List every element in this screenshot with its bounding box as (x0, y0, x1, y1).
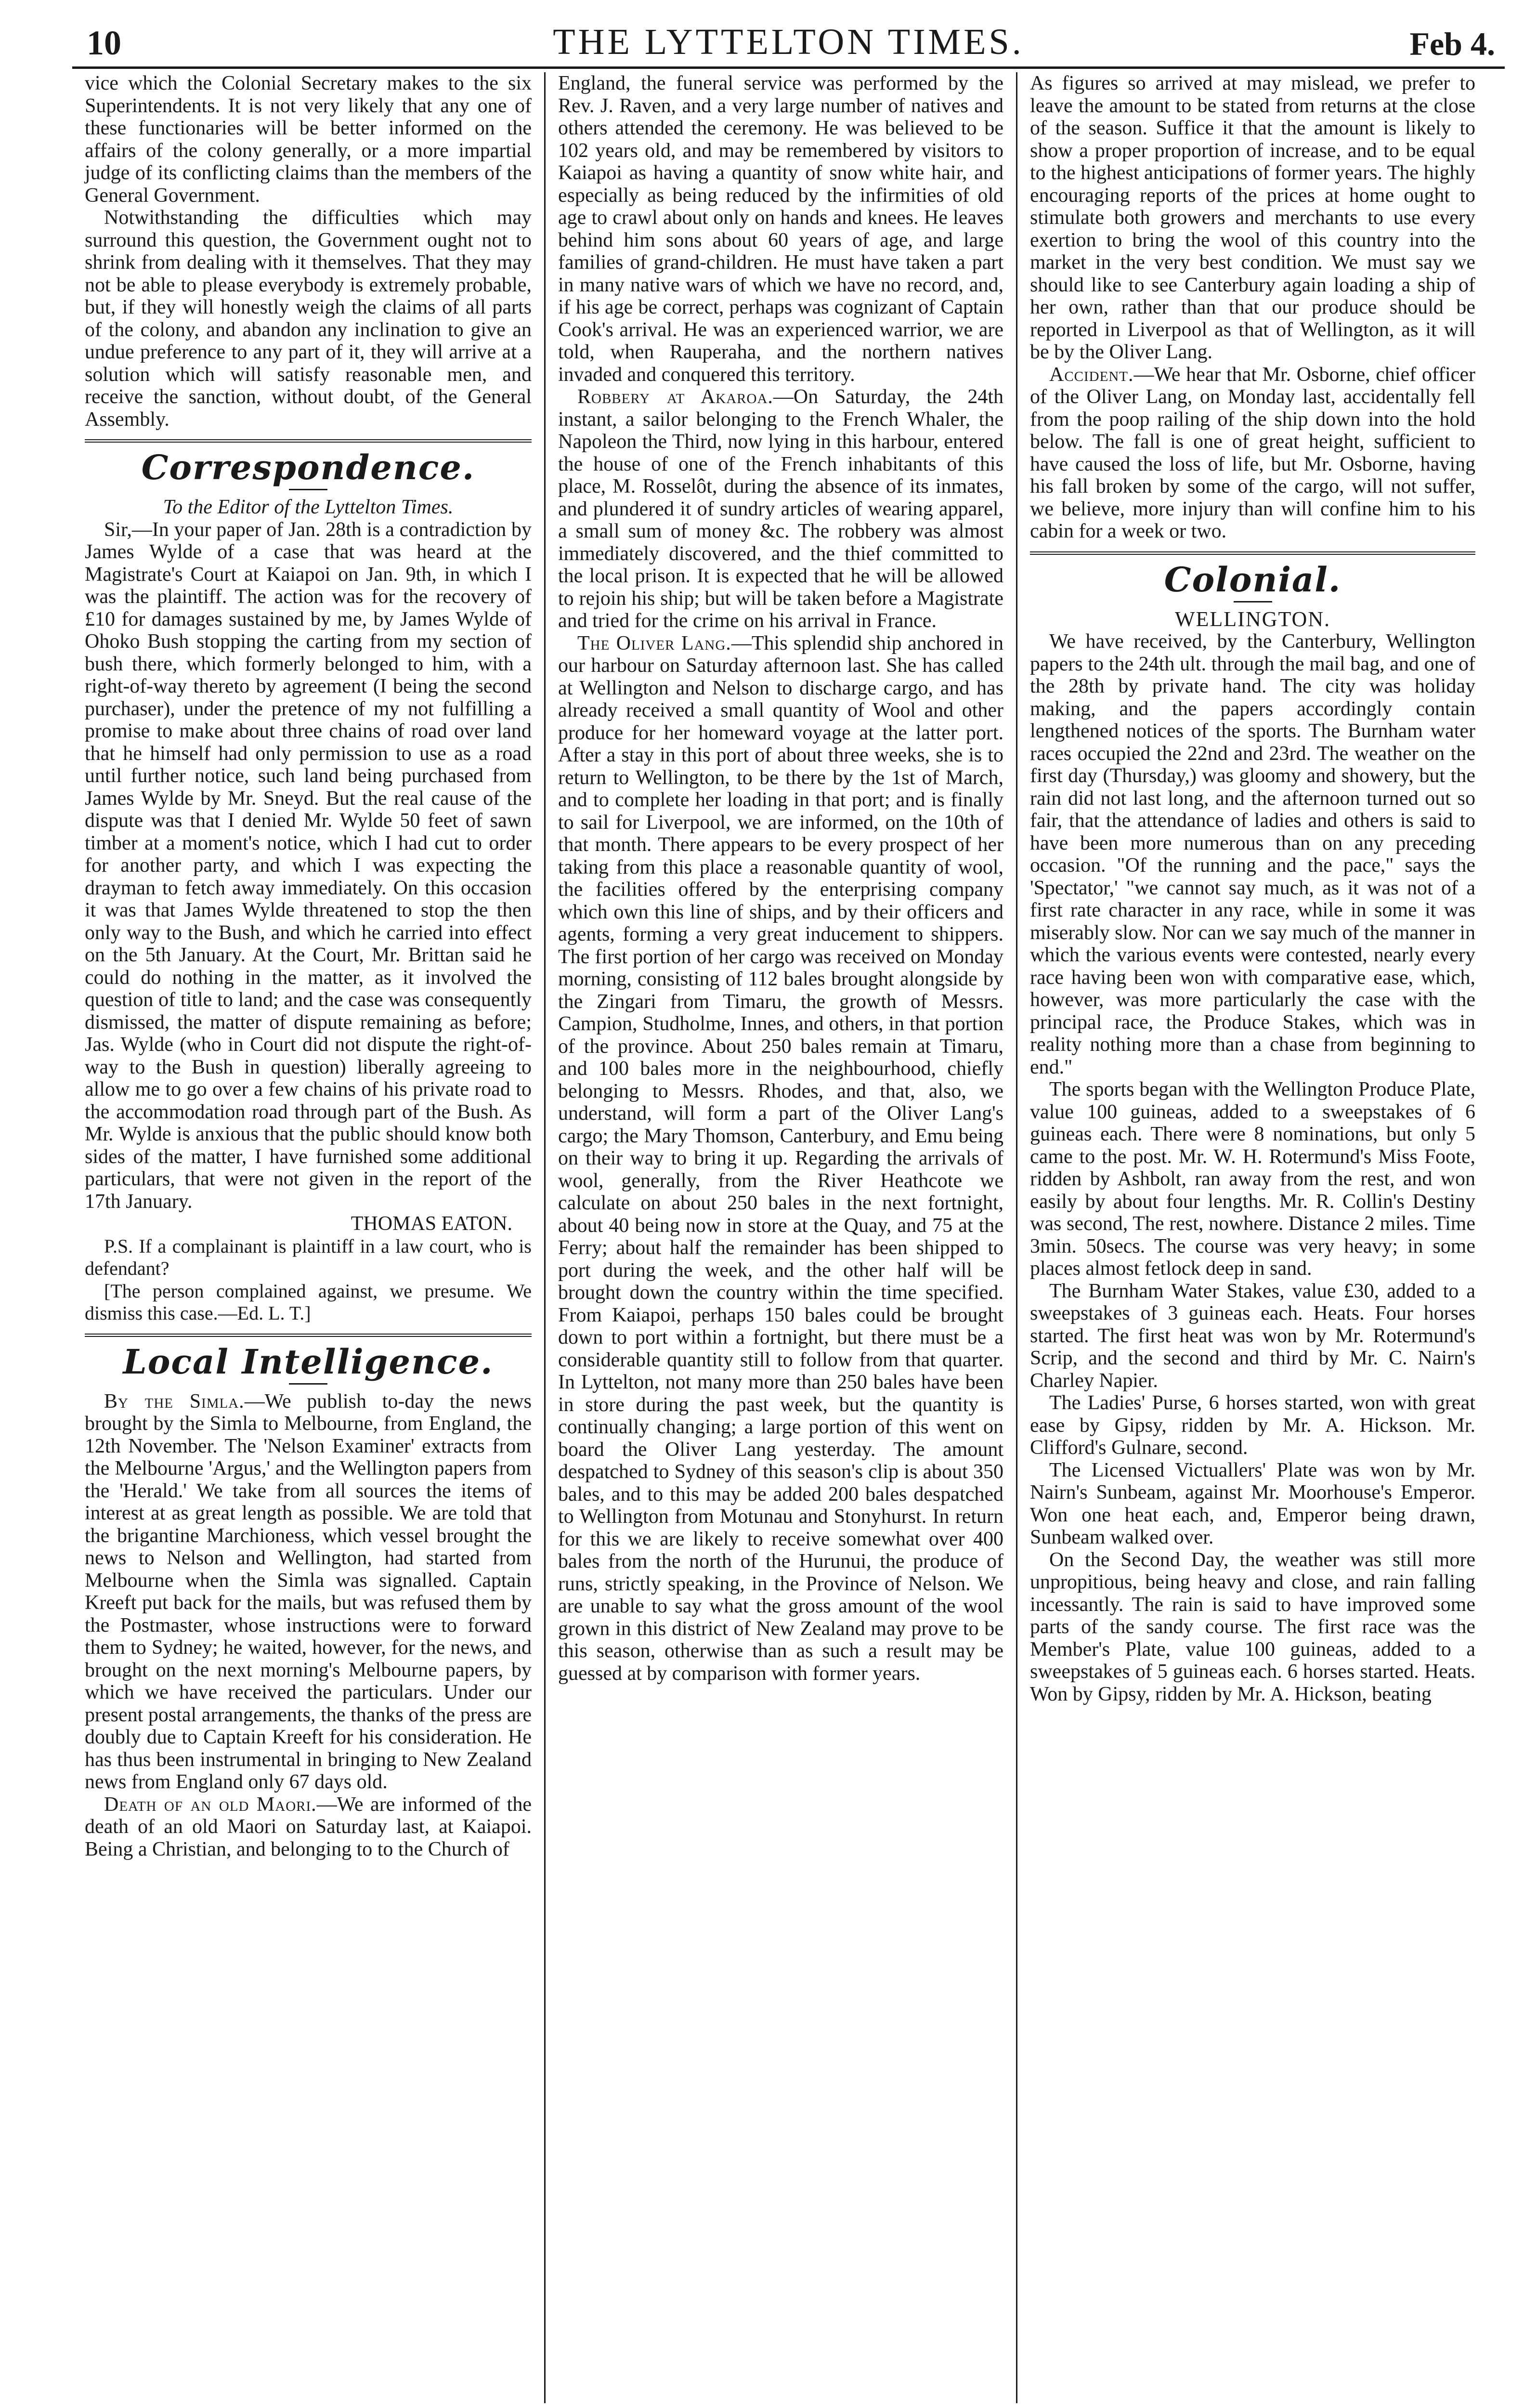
article-paragraph: On the Second Day, the weather was still more unpropitious, being heavy and close, and rain falling incessantly. The rain is said to have improved some parts of the sandy course. The first race was the Member's Plate, value 100 guineas, added to a sweepstakes of 5 guineas each. 6 horses started. Heats. Won by Gipsy, ridden by Mr. A. Hickson, beating (1030, 1548, 1475, 1705)
masthead (72, 14, 1505, 69)
article-paragraph: The Ladies' Purse, 6 horses started, won with great ease by Gipsy, ridden by Mr. A. Hickson. Mr. Clifford's Gulnare, second. (1030, 1392, 1475, 1459)
article-oliver-lang (558, 632, 1003, 1685)
column-2 (544, 72, 1016, 2403)
article-text: —We hear that Mr. Osborne, chief officer of the Oliver Lang, on Monday last, accidentally fell from the poop railing of the ship down into the hold below. The fall is one of great height, sufficient to have caused the loss of life, but Mr. Osborne, having his fall broken by some of the cargo, will not suffer, we believe, more injury than will confine him to his cabin for a week or two. (1030, 363, 1475, 542)
article-paragraph: The sports began with the Wellington Produce Plate, value 100 guineas, added to a sweepstakes of 6 guineas each. There were 8 nominations, but only 5 came to the post. Mr. W. H. Rotermund's Miss Foote, ridden by Ashbolt, ran away from the rest, and won easily by about four lengths. Mr. R. Collin's Destiny was second, The rest, nowhere. Distance 2 miles. Time 3min. 50secs. The course was very heavy; in some places almost fetlock deep in sand. (1030, 1078, 1475, 1280)
short-rule (289, 1383, 327, 1385)
column-1 (72, 72, 544, 2403)
column-3 (1016, 72, 1488, 2403)
section-rule (85, 439, 532, 443)
correspondence-heading: Correspondence. (141, 447, 475, 487)
article-lead: Accident. (1049, 363, 1134, 386)
article-lead: Death of an old Maori. (104, 1793, 317, 1816)
article-robbery (558, 386, 1003, 632)
article-text: —We publish to-day the news brought by the Simla to Melbourne, from England, the 12th November. The 'Nelson Examiner' extracts from the Melbourne 'Argus,' and the Wellington papers from the 'Herald.' We take from all sources the items of interest at as great length as possible. We are told that the brigantine Marchioness, which vessel brought the news to Nelson and Wellington, had started from Melbourne when the Simla was signalled. Captain Kreeft put back for the mails, but was refused them by the Postmaster, whose instructions were to forward them to Sydney; he waited, however, for the news, and brought on the next morning's Melbourne papers, by which we have received the particulars. Under our present postal arrangements, the thanks of the press are doubly due to Captain Kreeft for his consideration. He has thus been instrumental in bringing to New Zealand news from England only 67 days old. (85, 1390, 532, 1793)
local-intelligence-heading: Local Intelligence. (123, 1341, 494, 1382)
colonial-heading: Colonial. (1164, 559, 1342, 600)
article-columns (72, 72, 1505, 2403)
article-maori (85, 1793, 532, 1861)
leader-paragraph: vice which the Colonial Secretary makes to the six Superintendents. It is not very likely that any one of these functionaries will be better informed on the affairs of the colony generally, or a more impartial judge of its conflicting claims than the members of the General Government. (85, 72, 532, 207)
section-rule (1030, 551, 1475, 555)
article-continuation: As figures so arrived at may mislead, we prefer to leave the amount to be stated from returns at the close of the season. Suffice it that the amount is likely to show a proper proportion of increase, and to be equal to the highest anticipations of former years. The highly encouraging reports of the prices at home ought to stimulate both growers and merchants to use every exertion to bring the wool of this country into the market in the very best condition. We must say we should like to see Canterbury again loading a ship of her own, rather than that our produce should be reported in Liverpool as that of Wellington, as it will be by the Oliver Lang. (1030, 72, 1475, 363)
article-paragraph: The Burnham Water Stakes, value £30, added to a sweepstakes of 3 guineas each. Heats. Four horses started. The first heat was won by Mr. Rotermund's Scrip, and the second and third by Mr. C. Nairn's Charley Napier. (1030, 1280, 1475, 1392)
article-paragraph: The Licensed Victuallers' Plate was won by Mr. Nairn's Sunbeam, against Mr. Moorhouse's Emperor. Won one heat each, and, Emperor being drawn, Sunbeam walked over. (1030, 1459, 1475, 1548)
article-lead: Robbery at Akaroa. (577, 386, 773, 408)
article-simla (85, 1390, 532, 1793)
section-rule (85, 1334, 532, 1337)
short-rule (289, 489, 327, 490)
dateline-place: WELLINGTON. (1175, 607, 1330, 631)
page-number: 10 (87, 24, 121, 62)
leader-paragraph: Notwithstanding the difficulties which may surround this question, the Government ought not to shrink from dealing with it themselves. That they may not be able to please everybody is extremely probable, but, if they will honestly weigh the claims of all parts of the colony, and abandon any inclination to give an undue preference to any part of it, they will arrive at a solution which will satisfy reasonable men, and receive the sanction, without doubt, of the General Assembly. (85, 207, 532, 431)
article-lead: The Oliver Lang. (577, 632, 731, 654)
article-lead: By the Simla. (104, 1390, 245, 1413)
article-accident (1030, 364, 1475, 543)
article-text: —On Saturday, the 24th instant, a sailor belonging to the French Whaler, the Napoleon the Third, now lying in this harbour, entered the house of one of the French inhabitants of this place, M. Rosselôt, during the absence of its inmates, and plundered it of sundry articles of wearing apparel, a small sum of money &c. The robbery was almost immediately discovered, and the thief committed to the local prison. It is expected that he will be allowed to rejoin his ship; but will be taken before a Magistrate and tried for the crime on his arrival in France. (558, 386, 1003, 632)
newspaper-title: THE LYTTELTON TIMES. (553, 22, 1024, 62)
article-text: —This splendid ship anchored in our harbour on Saturday afternoon last. She has called at Wellington and Nelson to discharge cargo, and has already received a small quantity of Wool and other produce for her homeward voyage at the latter port. After a stay in this port of about three weeks, she is to return to Wellington, to be there by the 1st of March, and to complete her loading in that port; and is finally to sail for Liverpool, we are informed, on the 10th of that month. There appears to be every prospect of her taking from this place a reasonable quantity of wool, the facilities offered by the enterprising company which own this line of ships, and by their officers and agents, forming a very great inducement to shippers. The first portion of her cargo was received on Monday morning, consisting of 112 bales brought alongside by the Zingari from Timaru, the growth of Messrs. Campion, Studholme, Innes, and others, in that portion of the province. About 250 bales remain at Timaru, and 100 bales more in the neighbourhood, chiefly belonging to Messrs. Rhodes, and that, also, we understand, will form a part of the Oliver Lang's cargo; the Mary Thomson, Canterbury, and Emu being on their way to bring it up. Regarding the arrivals of wool, generally, from the River Heathcote we calculate on about 250 bales in the next fortnight, about 40 being now in store at the Quay, and 75 at the Ferry; about half the remainder has been shipped to port during the week, and the other half will be brought down the country within the time specified. From Kaiapoi, perhaps 150 bales could be brought down to port within a fortnight, but there must be a considerable quantity still to follow from that quarter. In Lyttelton, not many more than 250 bales have been in store during the past week, but the quantity is continually changing; a large portion of this went on board the Oliver Lang yesterday. The amount despatched to Sydney of this season's clip is about 350 bales, and to this may be added 200 bales despatched to Wellington from Motunau and Stonyhurst. In return for this we are likely to receive somewhat over 400 bales from the north of the Hurunui, the produce of runs, strictly speaking, in the Province of Nelson. We are unable to say what the gross amount of the wool grown in this district of New Zealand may prove to be this season, otherwise than as such a result may be guessed at by comparison with former years. (558, 632, 1004, 1685)
issue-date: Feb 4. (1409, 26, 1495, 62)
article-text: —We are informed of the death of an old Maori on Saturday last, at Kaiapoi. Being a Christian, and belonging to to the Church of (85, 1793, 532, 1860)
letter-signature: THOMAS EATON. (351, 1213, 512, 1235)
editor-note: [The person complained against, we presume. We dismiss this case.—Ed. L. T.] (85, 1280, 532, 1324)
short-rule (1234, 601, 1272, 602)
letter-postscript: P.S. If a complainant is plaintiff in a law court, who is defendant? (85, 1235, 532, 1279)
article-paragraph: We have received, by the Canterbury, Wellington papers to the 24th ult. through the mail bag, and one of the 28th by private hand. The city was holiday making, and the papers accordingly contain lengthened notices of the sports. The Burnham water races occupied the 22nd and 23rd. The weather on the first day (Thursday,) was gloomy and showery, but the rain did not last long, and the afternoon turned out so fair, that the attendance of ladies and others is said to have been more numerous than on any preceding occasion. "Of the running and the pace," says the 'Spectator,' "we cannot say much, as it was not of a first rate character in any race, while in some it was miserably slow. Nor can we say much of the manner in which the various events were contested, nearly every race having been won with comparative ease, which, however, was more particularly the case with the principal race, the Produce Stakes, which was in reality nothing more than a chase from beginning to end." (1030, 630, 1475, 1078)
letter-salutation: To the Editor of the Lyttelton Times. (163, 496, 454, 518)
letter-body: Sir,—In your paper of Jan. 28th is a contradiction by James Wylde of a case that was heard at the Magistrate's Court at Kaiapoi on Jan. 9th, in which I was the plaintiff. The action was for the recovery of £10 for damages sustained by me, by James Wylde of Ohoko Bush stopping the carting from my section of bush there, which formerly belonged to him, with a right-of-way thereto by agreement (I being the second purchaser), under the pretence of my not fulfilling a promise to make about three chains of road over land that he himself had only permission to use as a road until further notice, such land being purchased from James Wylde by Mr. Sneyd. But the real cause of the dispute was that I denied Mr. Wylde 50 feet of sawn timber at a moment's notice, which I had cut to order for another party, and which I was expecting the drayman to fetch away immediately. On this occasion it was that James Wylde threatened to stop the then only way to the Bush, and which he carried into effect on the 5th January. At the Court, Mr. Brittan said he could do nothing in the matter, as it involved the question of title to land; and the case was consequently dismissed, the matter of dispute remaining as before; Jas. Wylde (who in Court did not dispute the right-of-way to the Bush in question) liberally agreeing to allow me to go over a few chains of his private road to the accommodation road through part of the Bush. As Mr. Wylde is anxious that the public should know both sides of the matter, I have furnished some additional particulars, that were not given in the report of the 17th January. (85, 518, 532, 1213)
article-continuation: England, the funeral service was performed by the Rev. J. Raven, and a very large number of natives and others attended the ceremony. He was believed to be 102 years old, and may be remembered by visitors to Kaiapoi as having a quantity of snow white hair, and especially as being reduced by the infirmities of old age to crawl about only on hands and knees. He leaves behind him sons about 60 years of age, and large families of grand-children. He must have taken a part in many native wars of which we have no record, and, if his age be correct, perhaps was cognizant of Captain Cook's arrival. He was an experienced warrior, we are told, when Rauperaha, and the northern natives invaded and conquered this territory. (558, 72, 1003, 386)
